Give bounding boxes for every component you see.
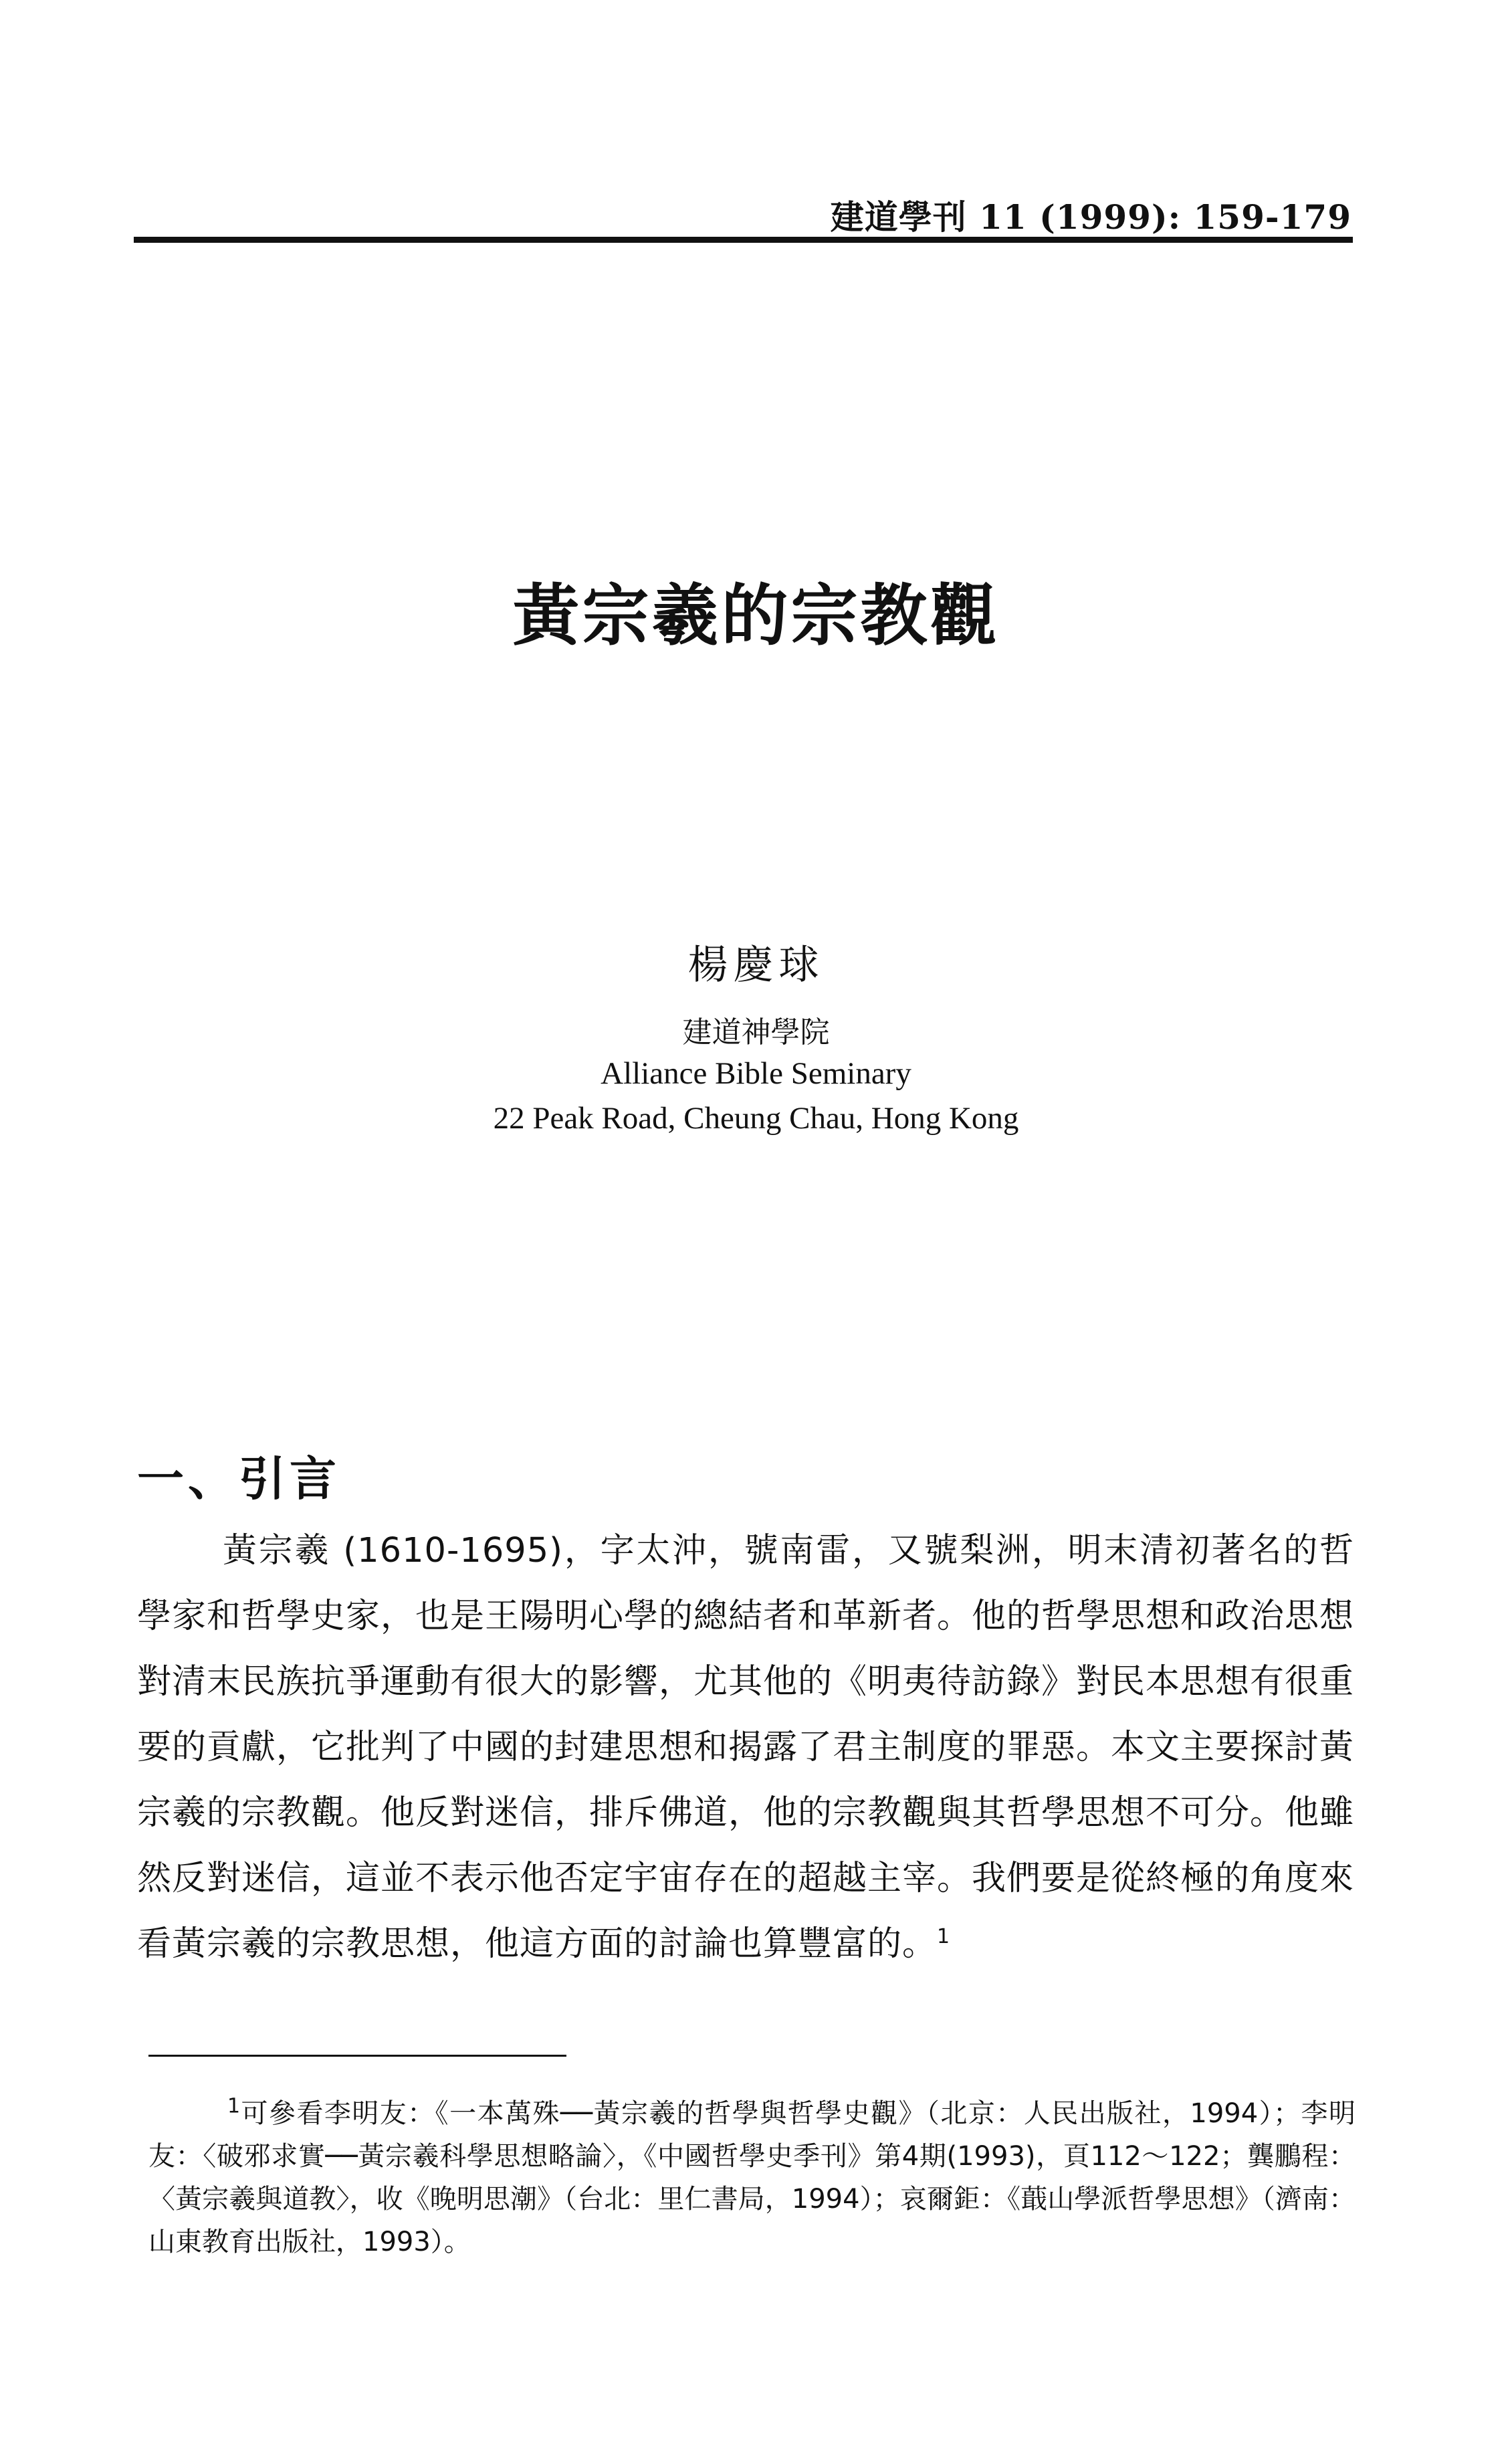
journal-header: 建道學刊 11 (1999): 159-179 [830,197,1352,237]
footnote-number: 1 [227,2094,241,2118]
section-heading: 一、引言 [137,1451,340,1506]
header-rule [134,237,1353,243]
article-title: 黃宗羲的宗教觀 [512,577,1000,655]
author-name: 楊慶球 [687,942,825,989]
affiliation-address: 22 Peak Road, Cheung Chau, Hong Kong [493,1101,1019,1136]
footnote-text: 可參看李明友：《一本萬殊──黃宗羲的哲學與哲學史觀》（北京：人民出版社，1994）；李明友：〈破邪求實──黃宗羲科學思想略論〉，《中國哲學史季刊》第4期(1993)，頁112～122；龔鵬程：〈黃宗羲與道教〉，收《晚明思潮》（台北：里仁書局，1994）；哀爾鉅：《蕺山學派哲學思想》（濟南：山東教育出版社，1993）。 [148,2098,1356,2257]
body-paragraph-text: 黃宗羲 (1610-1695)，字太沖，號南雷，又號梨洲，明末清初著名的哲學家和哲學史家，也是王陽明心學的總結者和革新者。他的哲學思想和政治思想對清末民族抗爭運動有很大的影響，尤其他的《明夷待訪錄》對民本思想有很重要的貢獻，它批判了中國的封建思想和揭露了君主制度的罪惡。本文主要探討黃宗羲的宗教觀。他反對迷信，排斥佛道，他的宗教觀與其哲學思想不可分。他雖然反對迷信，這並不表示他否定宇宙存在的超越主宰。我們要是從終極的角度來看黃宗羲的宗教思想，他這方面的討論也算豐富的。 [137,1531,1355,1964]
affiliation-english: Alliance Bible Seminary [601,1056,911,1091]
affiliation-chinese: 建道神學院 [682,1015,830,1049]
body-paragraph [137,1518,1354,1977]
footnote-1 [148,2092,1356,2263]
footnote-reference[interactable]: 1 [937,1925,951,1948]
footnote-divider [148,2055,566,2057]
